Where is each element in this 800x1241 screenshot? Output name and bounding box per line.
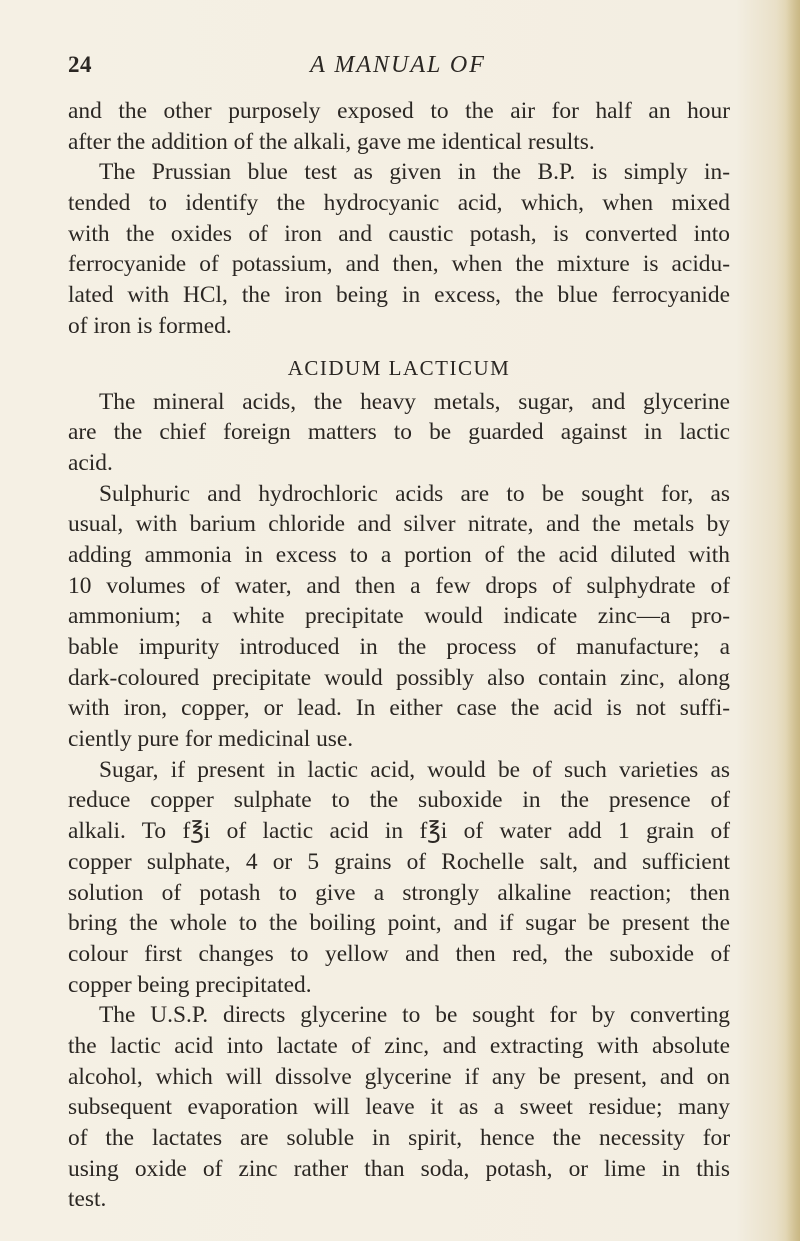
text-line: alcohol, which will dissolve glycerine if any be present, and on — [68, 1063, 730, 1090]
text-line: with iron, copper, or lead. In either case the acid is not suffi- — [68, 695, 730, 722]
text-line: bable impurity introduced in the process of manufacture; a — [68, 634, 730, 660]
text-line: colour first changes to yellow and then red, the suboxide of — [68, 940, 730, 967]
text-line: of iron is formed. — [68, 312, 232, 339]
text-line: reduce copper sulphate to the suboxide in the presence of — [68, 787, 730, 814]
text-line: are the chief foreign matters to be guarded against in lactic — [68, 419, 730, 446]
text-line: with the oxides of iron and caustic potash, is converted into — [68, 220, 730, 247]
text-line: bring the whole to the boiling point, and if sugar be present the — [68, 910, 730, 937]
text-line: adding ammonia in excess to a portion of the acid diluted with — [68, 541, 730, 568]
text-line: tended to identify the hydrocyanic acid, which, when mixed — [68, 190, 730, 217]
text-line: copper sulphate, 4 or 5 grains of Rochelle salt, and sufficient — [68, 848, 730, 875]
page-number: 24 — [68, 52, 92, 77]
text-line: copper being precipitated. — [68, 971, 312, 998]
text-line: solution of potash to give a strongly alkaline reaction; then — [68, 879, 730, 906]
text-line: the lactic acid into lactate of zinc, and extracting with absolute — [68, 1032, 730, 1059]
text-line: of the lactates are soluble in spirit, hence the necessity for — [68, 1125, 730, 1151]
text-line: dark-coloured precipitate would possibly also contain zinc, along — [68, 664, 730, 691]
text-line: and the other purposely exposed to the air for half an hour — [68, 98, 730, 124]
text-line: ferrocyanide of potassium, and then, when the mixture is acidu- — [68, 251, 730, 278]
running-head — [68, 52, 728, 86]
text-line: after the addition of the alkali, gave me identical results. — [68, 128, 595, 155]
text-line: The mineral acids, the heavy metals, sugar, and glycerine — [99, 388, 730, 415]
text-line: The Prussian blue test as given in the B.P. is simply in- — [99, 159, 730, 186]
text-line: ciently pure for medicinal use. — [68, 726, 354, 753]
running-title: A MANUAL OF — [310, 52, 486, 78]
text-line: alkali. To f℥i of lactic acid in f℥i of water add 1 grain of — [68, 818, 730, 845]
page-edge-shadow — [786, 0, 800, 1241]
text-line: ammonium; a white precipitate would indicate zinc—a pro- — [68, 603, 730, 630]
body-text — [68, 96, 730, 1215]
text-line: Sugar, if present in lactic acid, would be of such varieties as — [99, 756, 730, 783]
text-line: using oxide of zinc rather than soda, potash, or lime in this — [68, 1155, 730, 1182]
text-line: test. — [68, 1186, 107, 1213]
text-line: usual, with barium chloride and silver nitrate, and the metals by — [68, 511, 730, 538]
text-line: lated with HCl, the iron being in excess, the blue ferrocyanide — [68, 282, 730, 309]
section-heading: ACIDUM LACTICUM — [287, 355, 511, 380]
text-line: subsequent evaporation will leave it as a sweet residue; many — [68, 1094, 730, 1121]
text-line: acid. — [68, 449, 113, 476]
text-line: 10 volumes of water, and then a few drops of sulphydrate of — [68, 572, 730, 599]
text-line: The U.S.P. directs glycerine to be sought for by converting — [99, 1002, 730, 1029]
text-line: Sulphuric and hydrochloric acids are to be sought for, as — [99, 480, 730, 507]
